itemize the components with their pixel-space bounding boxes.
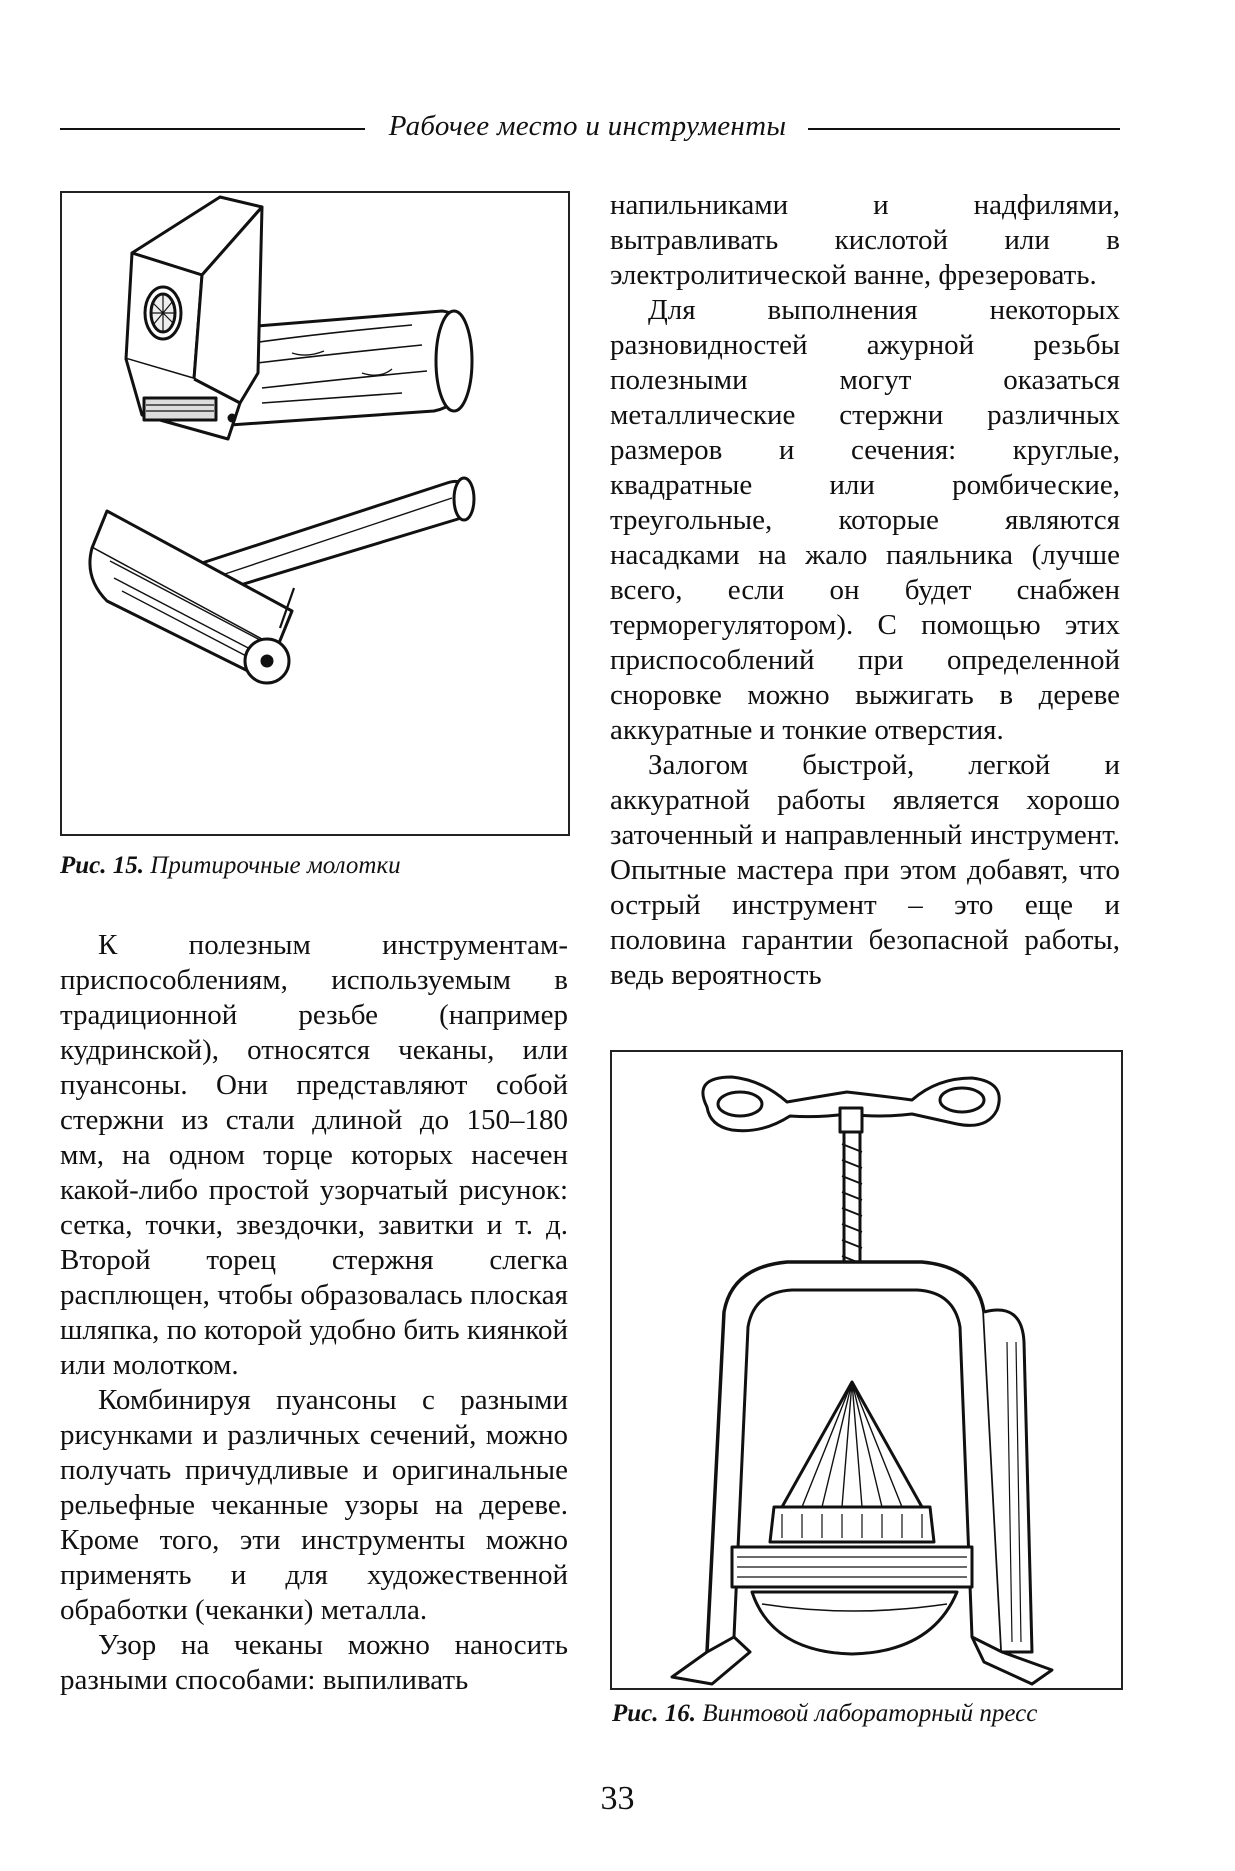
- figure-16-caption-label: Рис. 16.: [612, 1700, 697, 1727]
- press-illustration: [612, 1052, 1121, 1688]
- left-paragraph-2: Комбинируя пуансоны с разными рисунками и различных сечений, можно получать причудливые и оригинальные рельефные чеканные узоры на дереве. Кроме того, эти инструменты можно применять и для художественной обработки (чеканки) металла.: [60, 1384, 568, 1626]
- figure-16-press: [610, 1050, 1123, 1690]
- figure-15-caption: [60, 852, 401, 880]
- running-head-rule-left: [60, 128, 365, 130]
- right-column-text: [610, 188, 1120, 993]
- left-column-text: [60, 928, 568, 1698]
- hammers-illustration: [62, 193, 568, 834]
- right-paragraph-2: Для выполнения некоторых разновидностей ажурной резьбы полезными могут оказаться металлические стержни различных размеров и сечения: круглые, квадратные или ромбические, треугольные, которые являются насадками на жало паяльника (лучше всего, если он будет снабжен терморегулятором). С помощью этих приспособлений при определенной сноровке можно выжигать в дереве аккуратные и тонкие отверстия.: [610, 294, 1120, 746]
- figure-15-caption-label: Рис. 15.: [60, 852, 145, 879]
- figure-16-caption: [612, 1700, 1037, 1728]
- figure-15-hammers: [60, 191, 570, 836]
- right-paragraph-3: Залогом быстрой, легкой и аккуратной работы является хорошо заточенный и направленный инструмент. Опытные мастера при этом добавят, что острый инструмент – это еще и половина гарантии безопасной работы, ведь вероятность: [610, 749, 1120, 991]
- running-head: [60, 104, 1120, 148]
- right-paragraph-1: напильниками и надфилями, вытравливать кислотой или в электролитической ванне, фрезеровать.: [610, 189, 1120, 291]
- figure-16-caption-text: Винтовой лабораторный пресс: [702, 1700, 1038, 1727]
- page-number: 33: [600, 1780, 635, 1817]
- running-head-rule-right: [808, 128, 1120, 130]
- left-paragraph-3: Узор на чеканы можно наносить разными способами: выпиливать: [60, 1629, 568, 1696]
- running-head-title: Рабочее место и инструменты: [388, 110, 787, 142]
- left-paragraph-1: К полезным инструментам-приспособлениям, используемым в традиционной резьбе (например кудринской), относятся чеканы, или пуансоны. Они представляют собой стержни из стали длиной до 150–180 мм, на одном торце которых насечен какой-либо простой узорчатый рисунок: сетка, точки, звездочки, завитки и т. д. Второй торец стержня слегка расплющен, чтобы образовалась плоская шляпка, по которой удобно бить киянкой или молотком.: [60, 929, 568, 1381]
- figure-15-caption-text: Притирочные молотки: [150, 852, 401, 879]
